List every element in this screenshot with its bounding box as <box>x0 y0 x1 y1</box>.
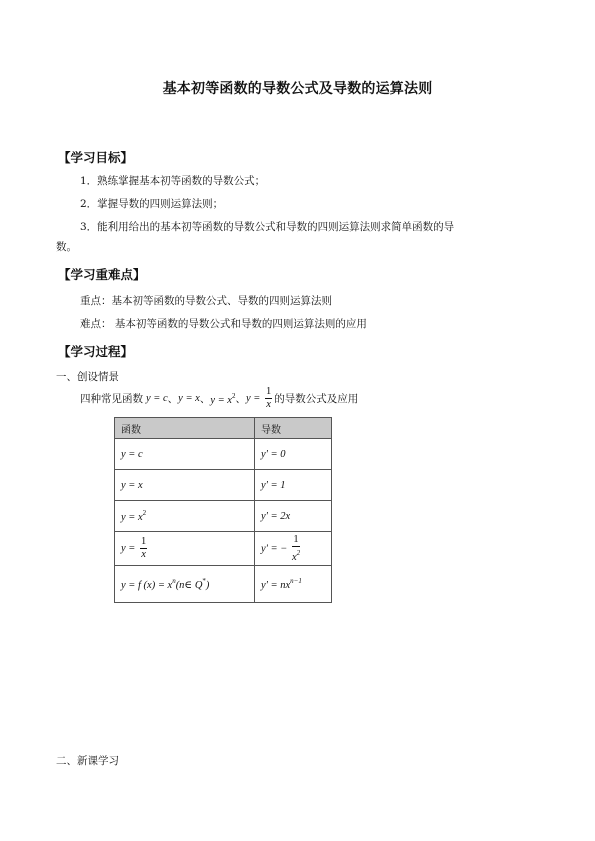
intro-separator-2: 、 <box>199 392 211 405</box>
table-header-row <box>115 418 332 439</box>
row4-derivative: y' = − $\frac{1}{x^2}$ <box>255 532 332 566</box>
row5-function: y = f $(x) = x^n(n\in$ Q*) <box>115 566 255 603</box>
part1-heading: 一、创设情景 <box>56 371 119 383</box>
objective-item-2: 2．掌握导数的四则运算法则； <box>80 198 224 210</box>
row2-derivative: y' = 1 <box>255 470 332 501</box>
intro-formula-2: y = x <box>178 392 200 404</box>
intro-prefix: 四种常见函数 <box>80 392 143 405</box>
keypoints-heading: 【学习重难点】 <box>58 267 146 282</box>
objective-item-3-wrap: 数。 <box>56 241 77 253</box>
table-row <box>115 566 332 603</box>
intro-formula-4: y = $\frac{1}{x}$ <box>245 386 272 410</box>
table-row <box>115 501 332 532</box>
derivative-table <box>114 417 332 603</box>
page-title: 基本初等函数的导数公式及导数的运算法则 <box>162 81 433 97</box>
header-derivative: 导数 <box>255 418 332 439</box>
intro-suffix: 的导数公式及应用 <box>274 392 359 405</box>
row2-function: y = x <box>115 470 255 501</box>
part2-heading: 二、新课学习 <box>56 755 119 767</box>
header-function: 函数 <box>115 418 255 439</box>
table-row <box>115 470 332 501</box>
row5-derivative: $y' = nx^{n-1}$ <box>255 566 332 603</box>
table-row <box>115 532 332 566</box>
intro-line <box>80 386 358 411</box>
row1-function: y = c <box>115 439 255 470</box>
objective-item-1: 1．熟练掌握基本初等函数的导数公式； <box>80 175 266 187</box>
objective-item-3: 3．能利用给出的基本初等函数的导数公式和导数的四则运算法则求简单函数的导 <box>80 221 455 233</box>
row1-derivative: y' = 0 <box>255 439 332 470</box>
row3-function: $y = x^2$ <box>115 501 255 532</box>
process-heading: 【学习过程】 <box>58 344 134 359</box>
intro-formula-1: y = c <box>146 392 168 404</box>
intro-separator-1: 、 <box>167 392 179 405</box>
intro-formula-3: $y = x^2$ <box>210 392 236 406</box>
intro-separator-3: 、 <box>235 392 246 405</box>
table-row <box>115 439 332 470</box>
keypoint-focus: 重点：基本初等函数的导数公式、导数的四则运算法则 <box>80 295 332 307</box>
row3-derivative: y' = 2x <box>255 501 332 532</box>
keypoint-difficulty: 难点： 基本初等函数的导数公式和导数的四则运算法则的应用 <box>80 318 367 330</box>
objectives-heading: 【学习目标】 <box>58 150 134 165</box>
row4-function: y = $\frac{1}{x}$ <box>115 532 255 566</box>
